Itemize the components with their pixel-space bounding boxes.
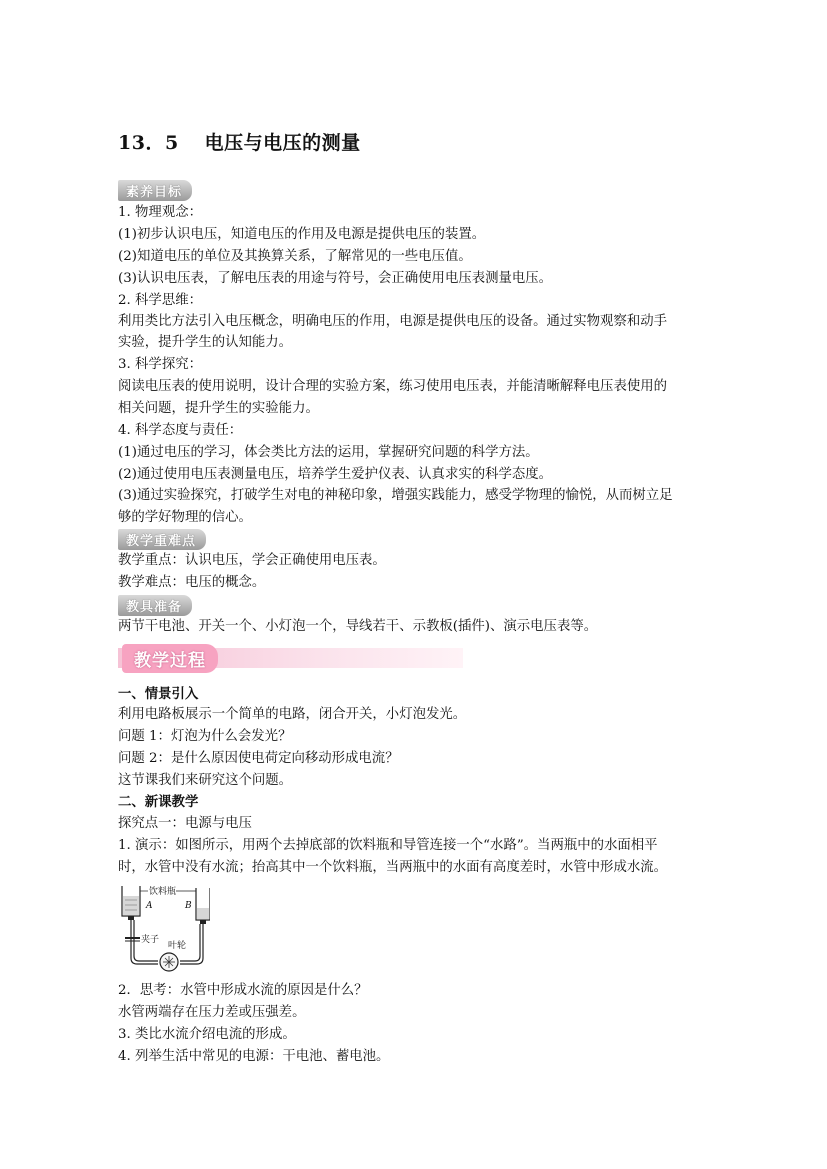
title-text: 电压与电压的测量 [204,132,361,154]
process-line: 探究点一：电源与电压 [118,816,252,831]
goal-line: 够的学好物理的信心。 [118,510,252,525]
prep-line: 两节干电池、开关一个、小灯泡一个，导线若干、示教板(插件)、演示电压表等。 [118,619,598,634]
after-figure-line: 4. 列举生活中常见的电源：干电池、蓄电池。 [118,1049,390,1064]
goal-line: 阅读电压表的使用说明，设计合理的实验方案，练习使用电压表，并能清晰解释电压表使用的 [118,379,668,394]
goals-badge [118,181,192,200]
goal-line: 相关问题，提升学生的实验能力。 [118,401,319,416]
goal-line: 实验，提升学生的认知能力。 [118,335,293,350]
bottle-label: 饮料瓶 [149,887,177,897]
goal-line: 3. 科学探究： [118,357,202,372]
goal-line: 4. 科学态度与责任： [118,423,243,438]
goal-line: 利用类比方法引入电压概念，明确电压的作用，电源是提供电压的设备。通过实物观察和动手 [118,314,668,329]
goal-line: (3)认识电压表，了解电压表的用途与符号，会正确使用电压表测量电压。 [118,271,553,286]
goal-line: (1)初步认识电压，知道电压的作用及电源是提供电压的装置。 [118,227,486,242]
section-number: 13．5 [118,132,179,154]
label-a: A [146,901,153,911]
goal-line: (2)通过使用电压表测量电压，培养学生爱护仪表、认真求实的科学态度。 [118,467,553,482]
goal-line: 1. 物理观念： [118,205,202,220]
after-figure-line: 2．思考：水管中形成水流的原因是什么？ [118,983,368,998]
process-line: 问题 1：灯泡为什么会发光？ [118,729,292,744]
clip-label: 夹子 [141,935,160,945]
process-banner [118,644,463,670]
water-path-svg [118,878,210,972]
goal-line: (3)通过实验探究，打破学生对电的神秘印象，增强实践能力，感受学物理的愉悦，从而树立足 [118,488,673,503]
goal-line: (2)知道电压的单位及其换算关系，了解常见的一些电压值。 [118,249,472,264]
after-figure-line: 水管两端存在压力差或压强差。 [118,1005,306,1020]
key-point-line: 教学重点：认识电压，学会正确使用电压表。 [118,553,386,568]
process-line: 这节课我们来研究这个问题。 [118,773,293,788]
process-line: 1. 演示：如图所示，用两个去掉底部的饮料瓶和导管连接一个“水路”。当两瓶中的水面相平 [118,838,658,853]
process-heading: 二、新课教学 [118,794,199,810]
goal-line: 2. 科学思维： [118,293,202,308]
water-path-diagram [118,878,210,972]
label-b: B [185,901,192,911]
key-points-badge-label: 教学重难点 [118,529,206,550]
process-line: 问题 2：是什么原因使电荷定向移动形成电流？ [118,751,399,766]
after-figure-line: 3. 类比水流介绍电流的形成。 [118,1027,296,1042]
process-badge-label: 教学过程 [122,644,218,673]
impeller-label: 叶轮 [168,941,187,951]
process-line: 利用电路板展示一个简单的电路，闭合开关，小灯泡发光。 [118,707,467,722]
goal-line: (1)通过电压的学习，体会类比方法的运用，掌握研究问题的科学方法。 [118,445,539,460]
process-line: 时，水管中没有水流；抬高其中一个饮料瓶，当两瓶中的水面有高度差时，水管中形成水流。 [118,860,668,875]
page-title [118,128,361,155]
key-point-line: 教学难点：电压的概念。 [118,575,266,590]
prep-badge [118,596,192,615]
goals-badge-label: 素养目标 [118,180,192,201]
process-heading: 一、情景引入 [118,686,199,702]
prep-badge-label: 教具准备 [118,595,192,616]
key-points-badge [118,530,206,549]
